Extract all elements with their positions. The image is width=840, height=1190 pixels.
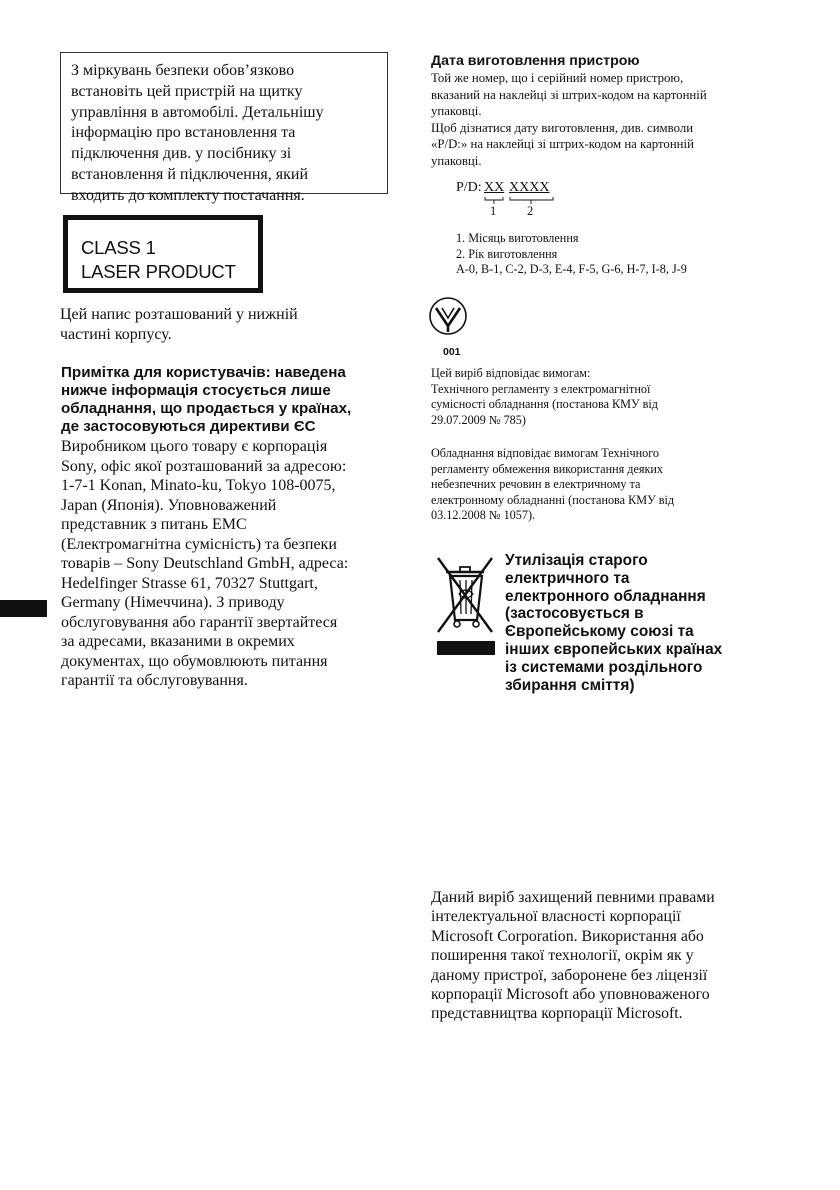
conformity-line: регламенту обмеження використання деяких xyxy=(431,461,664,476)
pd-legend xyxy=(456,231,816,278)
conformity-mark xyxy=(428,296,468,360)
body-line: Hedelfinger Strasse 61, 70327 Stuttgart, xyxy=(61,574,318,592)
body-line: Виробником цього товару є корпорація xyxy=(61,438,328,455)
ms-line: корпорації Microsoft або уповноваженого xyxy=(431,986,710,1004)
manufacture-date-heading: Дата виготовлення пристрою xyxy=(431,53,640,69)
weee-line: із системами роздільного xyxy=(505,658,703,676)
conformity-mark-icon xyxy=(428,296,468,344)
laser-caption xyxy=(60,305,400,344)
weee-line: електричного та xyxy=(505,569,630,587)
laser-product-label xyxy=(63,215,263,293)
conformity-line: електронному обладнанні (постанова КМУ від xyxy=(431,492,675,507)
conformity-para-1 xyxy=(431,366,801,428)
body-line: Той же номер, що і серійний номер пристрою, xyxy=(431,71,684,85)
body-line: вказаний на наклейці зі штрих-кодом на картонній xyxy=(431,87,707,102)
pd-month-code: XX xyxy=(484,180,505,195)
safety-line: З міркувань безпеки обов’язково xyxy=(71,62,295,79)
conformity-line: Технічного регламенту з електромагнітної xyxy=(431,381,651,396)
body-line: документах, що обумовлюють питання xyxy=(61,652,328,670)
pd-year-code: XXXX xyxy=(509,180,550,195)
legend-line: 2. Рік виготовлення xyxy=(456,246,558,261)
legend-line: A-0, B-1, C-2, D-3, E-4, F-5, G-6, H-7, I-8, J-9 xyxy=(456,262,687,277)
safety-line: встановлення й підключення, який xyxy=(71,165,309,183)
heading-line: де застосовуються директиви ЄС xyxy=(61,418,316,435)
safety-notice-box xyxy=(60,52,388,204)
body-line: «P/D:» на наклейці зі штрих-кодом на картонній xyxy=(431,137,694,152)
eu-note-heading xyxy=(61,364,406,436)
safety-line: входить до комплекту постачання. xyxy=(71,186,305,204)
body-line: Germany (Німеччина). З приводу xyxy=(61,594,285,611)
weee-bin-symbol xyxy=(430,552,500,638)
laser-product-text: LASER PRODUCT xyxy=(81,261,236,282)
ms-line: представництва корпорації Microsoft. xyxy=(431,1005,683,1023)
microsoft-notice xyxy=(431,888,821,1024)
ms-line: поширення такої технології, окрім як у xyxy=(431,947,694,965)
weee-line: електронного обладнання xyxy=(505,587,706,605)
caption-line: частині корпусу. xyxy=(60,325,172,343)
conformity-line: Цей виріб відповідає вимогам: xyxy=(431,366,591,380)
weee-line: Утилізація старого xyxy=(505,552,648,569)
body-line: Japan (Японія). Уповноважений xyxy=(61,496,277,514)
weee-line: збирання сміття) xyxy=(505,676,635,694)
conformity-line: сумісності обладнання (постанова КМУ від xyxy=(431,397,659,412)
heading-line: Примітка для користувачів: наведена xyxy=(61,364,346,381)
body-line: за адресами, вказаними в окремих xyxy=(61,633,295,650)
conformity-line: 03.12.2008 № 1057). xyxy=(431,508,536,523)
laser-class: CLASS 1 xyxy=(81,237,156,258)
body-line: гарантії та обслуговування. xyxy=(61,672,248,689)
eu-note-body xyxy=(61,437,406,691)
body-line: (Електромагнітна сумісність) та безпеки xyxy=(61,535,337,553)
ms-line: даному пристрої, заборонене без ліцензії xyxy=(431,966,708,984)
weee-line: (застосовується в xyxy=(505,605,644,623)
conformity-mark-number: 001 xyxy=(443,346,461,358)
body-line: 1-7-1 Konan, Minato-ku, Tokyo 108-0075, xyxy=(61,477,336,494)
body-line: представник з питань EMC xyxy=(61,516,247,533)
page-edge-tab xyxy=(0,600,47,617)
safety-line: інформацію про встановлення та xyxy=(71,124,296,142)
pd-marker-1: 1 xyxy=(490,204,497,218)
weee-line: Європейському союзі та xyxy=(505,623,694,641)
conformity-line: Обладнання відповідає вимогам Технічного xyxy=(431,446,660,460)
pd-marker-2: 2 xyxy=(527,204,534,218)
conformity-line: 29.07.2009 № 785) xyxy=(431,412,526,427)
manufacture-date-body xyxy=(431,70,811,170)
pd-prefix: P/D: xyxy=(456,180,482,195)
conformity-line: небезпечних речовин в електричному та xyxy=(431,477,641,492)
heading-line: нижче інформація стосується лише xyxy=(61,382,331,399)
weee-underline-bar xyxy=(437,641,495,655)
heading-line: обладнання, що продається у країнах, xyxy=(61,400,352,417)
body-line: товарів – Sony Deutschland GmbH, адреса: xyxy=(61,555,349,572)
weee-line: інших європейських країнах xyxy=(505,640,723,658)
pd-diagram xyxy=(456,180,576,224)
safety-line: встановіть цей пристрій на щитку xyxy=(71,82,303,100)
body-line: Щоб дізнатися дату виготовлення, див. символи xyxy=(431,120,694,135)
body-line: обслуговування або гарантії звертайтеся xyxy=(61,613,338,631)
ms-line: Microsoft Corporation. Використання або xyxy=(431,927,704,945)
pd-brackets xyxy=(456,196,576,206)
crossed-bin-icon xyxy=(430,552,500,638)
safety-line: підключення див. у посібнику зі xyxy=(71,145,292,163)
weee-heading xyxy=(505,552,825,694)
ms-line: інтелектуальної власності корпорації xyxy=(431,908,681,926)
body-line: Sony, офіс якої розташований за адресою: xyxy=(61,457,347,475)
legend-line: 1. Місяць виготовлення xyxy=(456,231,579,245)
ms-line: Даний виріб захищений певними правами xyxy=(431,889,715,906)
safety-line: управління в автомобілі. Детальнішу xyxy=(71,103,324,121)
caption-line: Цей напис розташований у нижній xyxy=(60,306,298,323)
body-line: упаковці. xyxy=(431,104,482,119)
conformity-para-2 xyxy=(431,446,801,524)
body-line: упаковці. xyxy=(431,153,482,168)
